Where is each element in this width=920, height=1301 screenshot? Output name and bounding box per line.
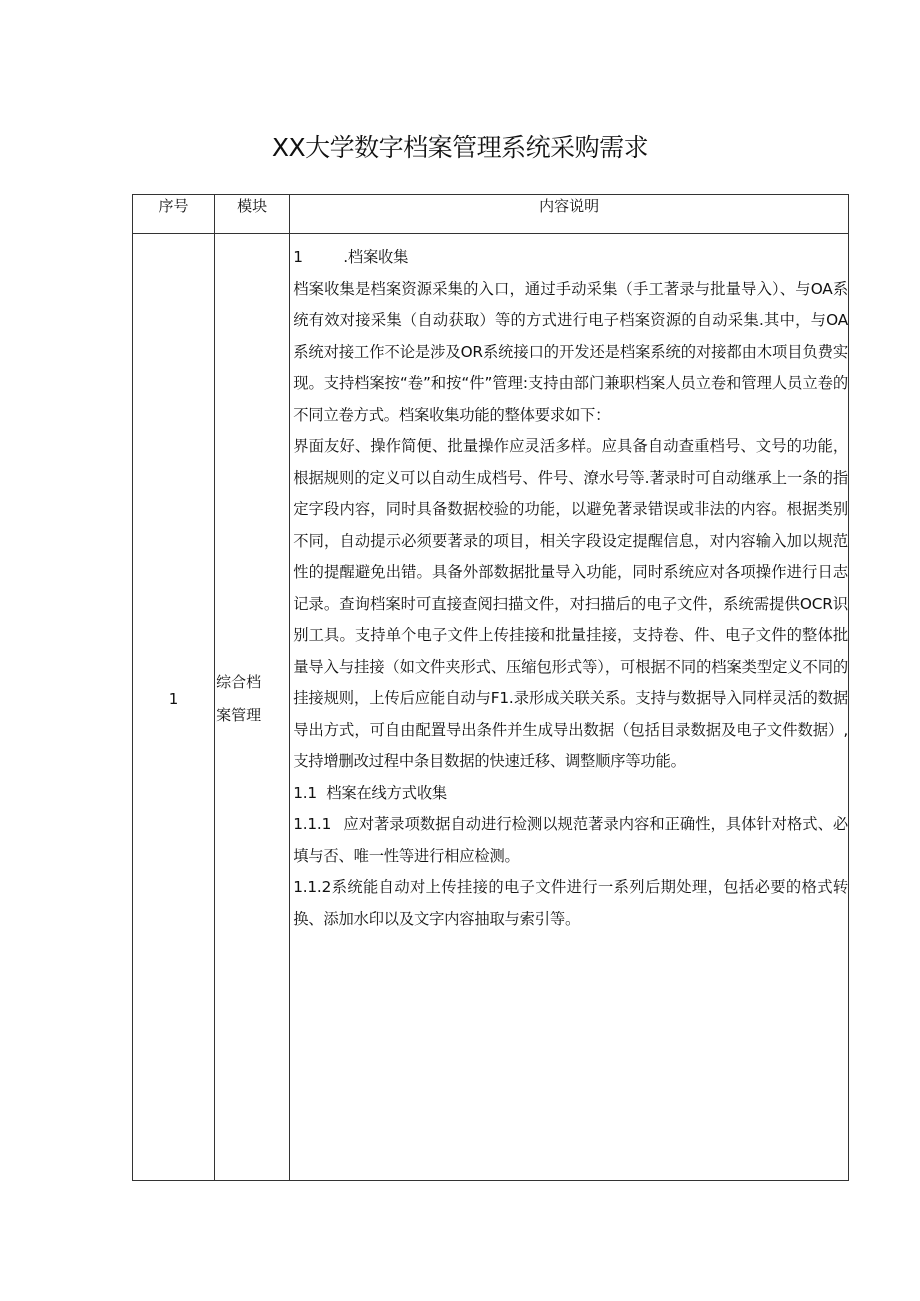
- header-index: 序号: [133, 195, 215, 234]
- section-title: .档案收集: [343, 248, 409, 266]
- row-content-cell: [290, 234, 849, 1181]
- module-name-line1: 综合档: [216, 673, 262, 691]
- header-content: 内容说明: [290, 195, 849, 234]
- row-module-cell: [215, 234, 290, 1181]
- row-index-cell: [133, 234, 215, 1181]
- table-row: [133, 234, 849, 1181]
- paragraph-collection-requirements: 界面友好、操作简便、批量操作应灵活多样。应具备自动查重档号、文号的功能，根据规则的定义可以自动生成档号、件号、潦水号等.著录时可自动继承上一条的指定字段内容，同时具备数据校验的功能，以避免著录错误或非法的内容。根据类别不同，自动提示必须要著录的项目，相关字段设定提醒信息，对内容输入加以规范性的提醒避免出错。具备外部数据批量导入功能，同时系统应对各项操作进行日志记录。查询档案时可直接查阅扫描文件，对扫描后的电子文件，系统需提供OCR识别工具。支持单个电子文件上传挂接和批量挂接，支持卷、件、电子文件的整体批量导入与挂接（如文件夹形式、压缩包形式等），可根据不同的档案类型定义不同的挂接规则，上传后应能自动与F1.录形成关联关系。支持与数据导入同样灵活的数据导出方式，可自由配置导出条件并生成导出数据（包括目录数据及电子文件数据）,支持增删改过程中条目数据的快速迁移、调整顺序等功能。: [293, 437, 848, 770]
- row-index: 1: [168, 690, 179, 708]
- header-module: 模块: [215, 195, 290, 234]
- table-header-row: [133, 195, 849, 234]
- subsection-1-1-1: [293, 809, 848, 872]
- subsection-1-1-1-number: 1.1.1: [293, 815, 332, 833]
- section-heading: [293, 242, 848, 274]
- document-title: XX大学数字档案管理系统采购需求: [271, 133, 649, 162]
- requirements-table: [132, 194, 849, 1181]
- module-name-line2: 案管理: [216, 706, 262, 724]
- subsection-1-1-1-text: 应对著录项数据自动进行检测以规范著录内容和正确性，具体针对格式、必填与否、唯一性等进行相应检测。: [293, 815, 848, 865]
- section-number: 1: [293, 248, 303, 266]
- paragraph-collection-intro: 档案收集是档案资源采集的入口，通过手动采集（手工著录与批量导入）、与OA系统有效对接采集（自动获取）等的方式进行电子档案资源的自动采集.其中，与OA系统对接工作不论是涉及OR系统接口的开发还是档案系统的对接都由木项目负费实现。支持档案按“卷”和按“件”管理:支持由部门兼职档案人员立卷和管理人员立卷的不同立卷方式。档案收集功能的整体要求如下：: [293, 279, 848, 424]
- subsection-online-collection: 1.1 档案在线方式收集: [293, 783, 448, 802]
- subsection-1-1-2: 1.1.2系统能自动对上传挂接的电子文件进行一系列后期处理，包括必要的格式转换、添加水印以及文字内容抽取与索引等。: [293, 878, 848, 928]
